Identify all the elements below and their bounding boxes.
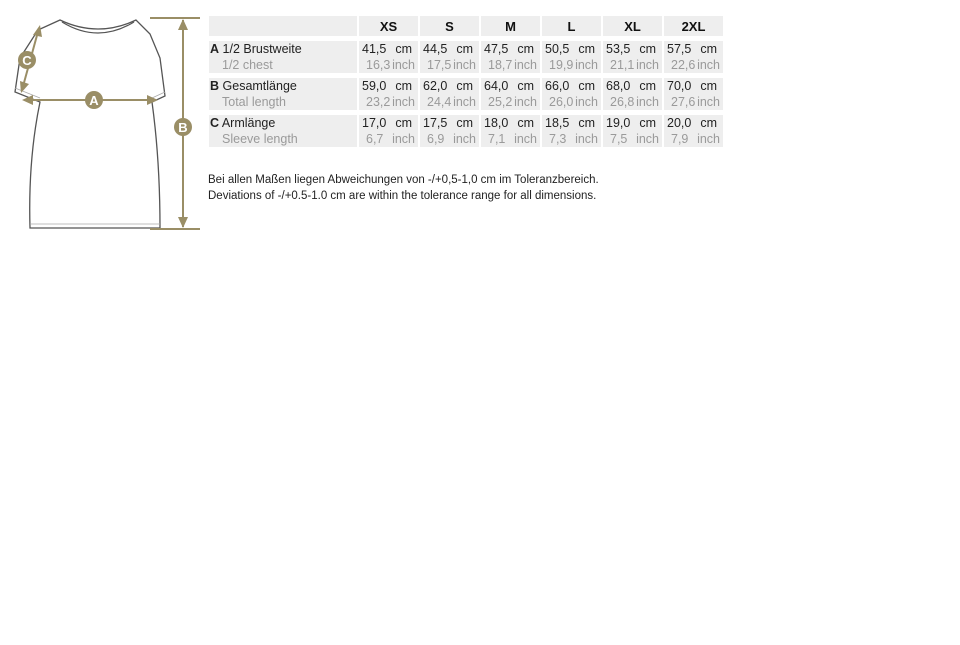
cm-value: 68,0 [606, 79, 631, 93]
cm-unit: cm [639, 116, 656, 130]
inch-value: 6,7 [366, 132, 384, 146]
size-chart-table [207, 16, 725, 147]
cm-value: 18,0 [484, 116, 509, 130]
row-letter: A [210, 42, 220, 56]
cm-value: 53,5 [606, 42, 631, 56]
cm-unit: cm [395, 42, 412, 56]
value-cell [359, 78, 418, 110]
inch-unit: inch [575, 95, 598, 109]
inch-unit: inch [453, 58, 476, 72]
value-cell [420, 115, 479, 147]
tshirt-measurement-diagram [0, 0, 205, 240]
size-header-m: M [481, 16, 540, 36]
inch-value: 7,1 [488, 132, 506, 146]
inch-value: 23,2 [366, 95, 391, 109]
size-header-2xl: 2XL [664, 16, 723, 36]
inch-value: 7,3 [549, 132, 567, 146]
value-cell [542, 115, 601, 147]
size-header-xs: XS [359, 16, 418, 36]
inch-unit: inch [514, 95, 537, 109]
cm-value: 19,0 [606, 116, 631, 130]
tshirt-neckline [62, 22, 134, 33]
inch-unit: inch [636, 132, 659, 146]
value-cell [664, 115, 723, 147]
inch-value: 24,4 [427, 95, 452, 109]
cm-value: 62,0 [423, 79, 448, 93]
inch-value: 25,2 [488, 95, 513, 109]
inch-unit: inch [514, 58, 537, 72]
value-cell [481, 41, 540, 73]
cm-value: 50,5 [545, 42, 570, 56]
size-header-xl: XL [603, 16, 662, 36]
cm-unit: cm [639, 42, 656, 56]
measure-b-letter: B [178, 120, 188, 135]
inch-unit: inch [514, 132, 537, 146]
inch-value: 7,9 [671, 132, 689, 146]
row-label-chest [209, 41, 357, 73]
row-label-en: 1/2 chest [222, 58, 273, 72]
inch-value: 16,3 [366, 58, 391, 72]
measure-c-letter: C [22, 53, 32, 68]
size-header-l: L [542, 16, 601, 36]
tshirt-outline [15, 20, 165, 228]
cm-unit: cm [700, 116, 717, 130]
cm-unit: cm [517, 42, 534, 56]
measure-row-sleeve-length [209, 115, 723, 147]
inch-value: 21,1 [610, 58, 635, 72]
inch-unit: inch [392, 58, 415, 72]
cm-value: 70,0 [667, 79, 692, 93]
inch-value: 26,8 [610, 95, 635, 109]
cm-unit: cm [578, 79, 595, 93]
cm-value: 57,5 [667, 42, 692, 56]
value-cell [664, 41, 723, 73]
inch-unit: inch [697, 132, 720, 146]
cm-unit: cm [517, 116, 534, 130]
cm-unit: cm [578, 116, 595, 130]
inch-unit: inch [575, 132, 598, 146]
tolerance-notes [208, 172, 599, 204]
value-cell [481, 115, 540, 147]
value-cell [603, 78, 662, 110]
inch-unit: inch [697, 58, 720, 72]
cm-unit: cm [578, 42, 595, 56]
inch-unit: inch [636, 95, 659, 109]
cm-unit: cm [639, 79, 656, 93]
row-label-de: 1/2 Brustweite [222, 42, 302, 56]
inch-value: 27,6 [671, 95, 696, 109]
measure-row-total-length [209, 78, 723, 110]
cm-unit: cm [456, 116, 473, 130]
tolerance-note-en: Deviations of -/+0.5-1.0 cm are within the tolerance range for all dimensions. [208, 190, 597, 202]
inch-value: 7,5 [610, 132, 628, 146]
inch-unit: inch [392, 132, 415, 146]
inch-unit: inch [636, 58, 659, 72]
inch-unit: inch [392, 95, 415, 109]
cm-value: 59,0 [362, 79, 387, 93]
cm-unit: cm [456, 42, 473, 56]
cm-value: 44,5 [423, 42, 448, 56]
cm-unit: cm [395, 116, 412, 130]
measure-a-letter: A [89, 93, 99, 108]
row-label-en: Total length [222, 95, 286, 109]
row-label-de: Armlänge [221, 116, 276, 130]
row-label-total-length [209, 78, 357, 110]
tolerance-note-de: Bei allen Maßen liegen Abweichungen von -/+0,5-1,0 cm im Toleranzbereich. [208, 174, 599, 186]
size-header-row [209, 16, 723, 36]
cm-value: 66,0 [545, 79, 570, 93]
value-cell [603, 115, 662, 147]
header-blank-cell [209, 16, 357, 36]
cm-unit: cm [700, 42, 717, 56]
inch-unit: inch [575, 58, 598, 72]
value-cell [420, 78, 479, 110]
cm-unit: cm [517, 79, 534, 93]
row-label-de: Gesamtlänge [222, 79, 297, 93]
value-cell [481, 78, 540, 110]
cm-unit: cm [395, 79, 412, 93]
inch-value: 6,9 [427, 132, 445, 146]
inch-unit: inch [453, 95, 476, 109]
cm-value: 17,5 [423, 116, 448, 130]
cm-value: 64,0 [484, 79, 509, 93]
inch-value: 22,6 [671, 58, 696, 72]
cm-unit: cm [456, 79, 473, 93]
value-cell [359, 41, 418, 73]
cm-value: 18,5 [545, 116, 570, 130]
value-cell [359, 115, 418, 147]
inch-value: 18,7 [488, 58, 513, 72]
row-letter: C [210, 116, 220, 130]
cm-value: 20,0 [667, 116, 692, 130]
cm-unit: cm [700, 79, 717, 93]
inch-value: 26,0 [549, 95, 574, 109]
value-cell [542, 78, 601, 110]
value-cell [664, 78, 723, 110]
inch-value: 19,9 [549, 58, 574, 72]
row-letter: B [210, 79, 220, 93]
value-cell [420, 41, 479, 73]
cm-value: 17,0 [362, 116, 387, 130]
value-cell [603, 41, 662, 73]
row-label-sleeve-length [209, 115, 357, 147]
cm-value: 41,5 [362, 42, 387, 56]
inch-value: 17,5 [427, 58, 452, 72]
measure-row-chest [209, 41, 723, 73]
value-cell [542, 41, 601, 73]
cm-value: 47,5 [484, 42, 509, 56]
size-header-s: S [420, 16, 479, 36]
inch-unit: inch [453, 132, 476, 146]
inch-unit: inch [697, 95, 720, 109]
row-label-en: Sleeve length [222, 132, 298, 146]
